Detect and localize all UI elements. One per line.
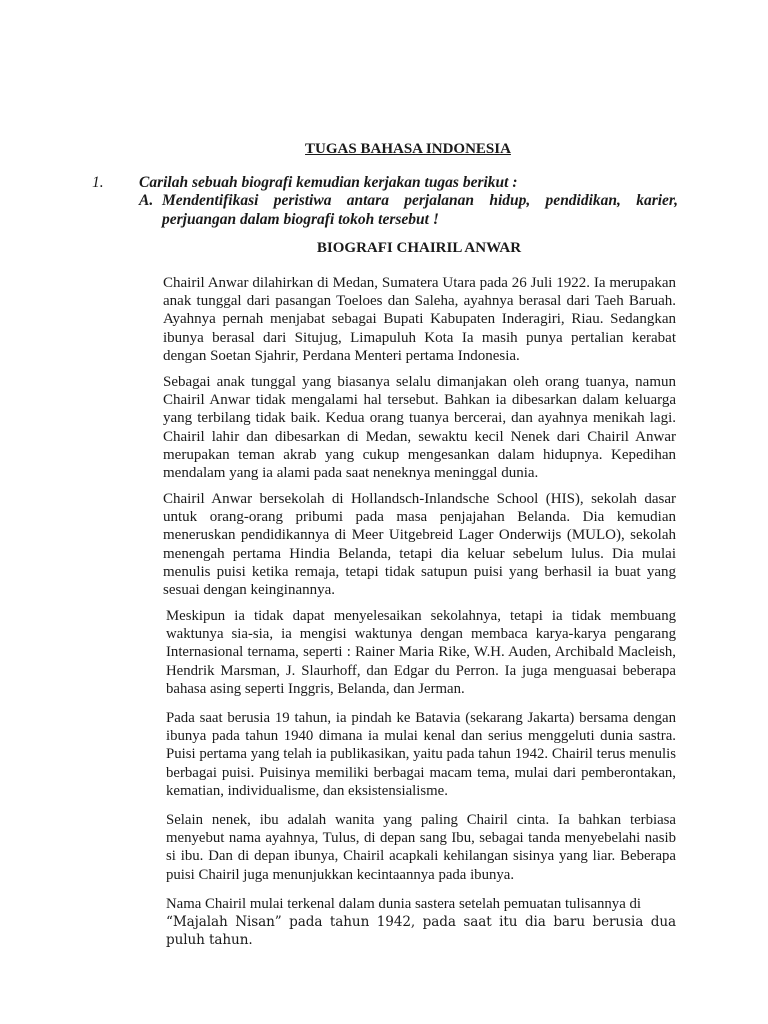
task-item-text: Mendentifikasi peristiwa antara perjalanan hidup, pendidikan, karier, perjuangan dalam biografi tokoh tersebut ! xyxy=(162,192,678,228)
document-title: TUGAS BAHASA INDONESIA xyxy=(305,141,511,157)
paragraph-fame xyxy=(166,895,676,950)
task-number: 1. xyxy=(92,174,104,191)
task-heading: Carilah sebuah biografi kemudian kerjakan tugas berikut : xyxy=(139,174,518,191)
paragraph-fame-line-2: “Majalah Nisan” pada tahun 1942, pada saat itu dia baru berusia dua puluh tahun. xyxy=(166,914,676,949)
paragraph-mother: Selain nenek, ibu adalah wanita yang paling Chairil cinta. Ia bahkan terbiasa menyebut nama ayahnya, Tulus, di depan sang Ibu, sebagai tanda menyebelahi nasib si ibu. Dan di depan ibunya, Chairil acapkali kehilangan sisinya yang liar. Beberapa puisi Chairil juga menunjukkan kecintaannya pada ibunya. xyxy=(166,812,676,883)
paragraph-childhood: Sebagai anak tunggal yang biasanya selalu dimanjakan oleh orang tuanya, namun Chairil Anwar tidak mengalami hal tersebut. Bahkan ia dibesarkan dalam keluarga yang terbilang tidak baik. Kedua orang tuanya bercerai, dan ayahnya menikah lagi. Chairil lahir dan dibesarkan di Medan, sewaktu kecil Nenek dari Chairil Anwar merupakan teman akrab yang cukup mengesankan dalam hidupnya. Kepedihan mendalam yang ia alami pada saat neneknya meninggal dunia. xyxy=(163,374,676,482)
paragraph-fame-line-1: Nama Chairil mulai terkenal dalam dunia sastera setelah pemuatan tulisannya di xyxy=(166,896,641,912)
paragraph-self-study: Meskipun ia tidak dapat menyelesaikan sekolahnya, tetapi ia tidak membuang waktunya sia-sia, ia mengisi waktunya dengan membaca karya-karya pengarang Internasional ternama, seperti : Rainer Maria Rike, W.H. Auden, Archibald Macleish, Hendrik Marsman, J. Slaurhoff, dan Edgar du Perron. Ia juga menguasai beberapa bahasa asing seperti Inggris, Belanda, dan Jerman. xyxy=(166,608,676,697)
biography-title: BIOGRAFI CHAIRIL ANWAR xyxy=(316,240,522,256)
paragraph-batavia: Pada saat berusia 19 tahun, ia pindah ke Batavia (sekarang Jakarta) bersama dengan ibunya pada tahun 1940 dimana ia mulai kenal dan serius menggeluti dunia sastra. Puisi pertama yang telah ia publikasikan, yaitu pada tahun 1942. Chairil terus menulis berbagai puisi. Puisinya memiliki berbagai macam tema, mulai dari pemberontakan, kematian, individualisme, dan eksistensialisme. xyxy=(166,710,676,799)
paragraph-birth: Chairil Anwar dilahirkan di Medan, Sumatera Utara pada 26 Juli 1922. Ia merupakan anak tunggal dari pasangan Toeloes dan Saleha, ayahnya berasal dari Taeh Baruah. Ayahnya pernah menjabat sebagai Bupati Kabupaten Inderagiri, Riau. Sedangkan ibunya berasal dari Situjug, Limapuluh Kota Ia masih punya pertalian kerabat dengan Soetan Sjahrir, Perdana Menteri pertama Indonesia. xyxy=(163,275,676,364)
paragraph-education: Chairil Anwar bersekolah di Hollandsch-Inlandsche School (HIS), sekolah dasar untuk orang-orang pribumi pada masa penjajahan Belanda. Dia kemudian meneruskan pendidikannya di Meer Uitgebreid Lager Onderwijs (MULO), sekolah menengah pertama Hindia Belanda, tetapi dia keluar sebelum lulus. Dia mulai menulis puisi ketika remaja, tetapi tidak satupun puisi yang berhasil ia buat yang sesuai dengan keinginannya. xyxy=(163,491,676,599)
task-item-letter: A. xyxy=(139,192,154,209)
